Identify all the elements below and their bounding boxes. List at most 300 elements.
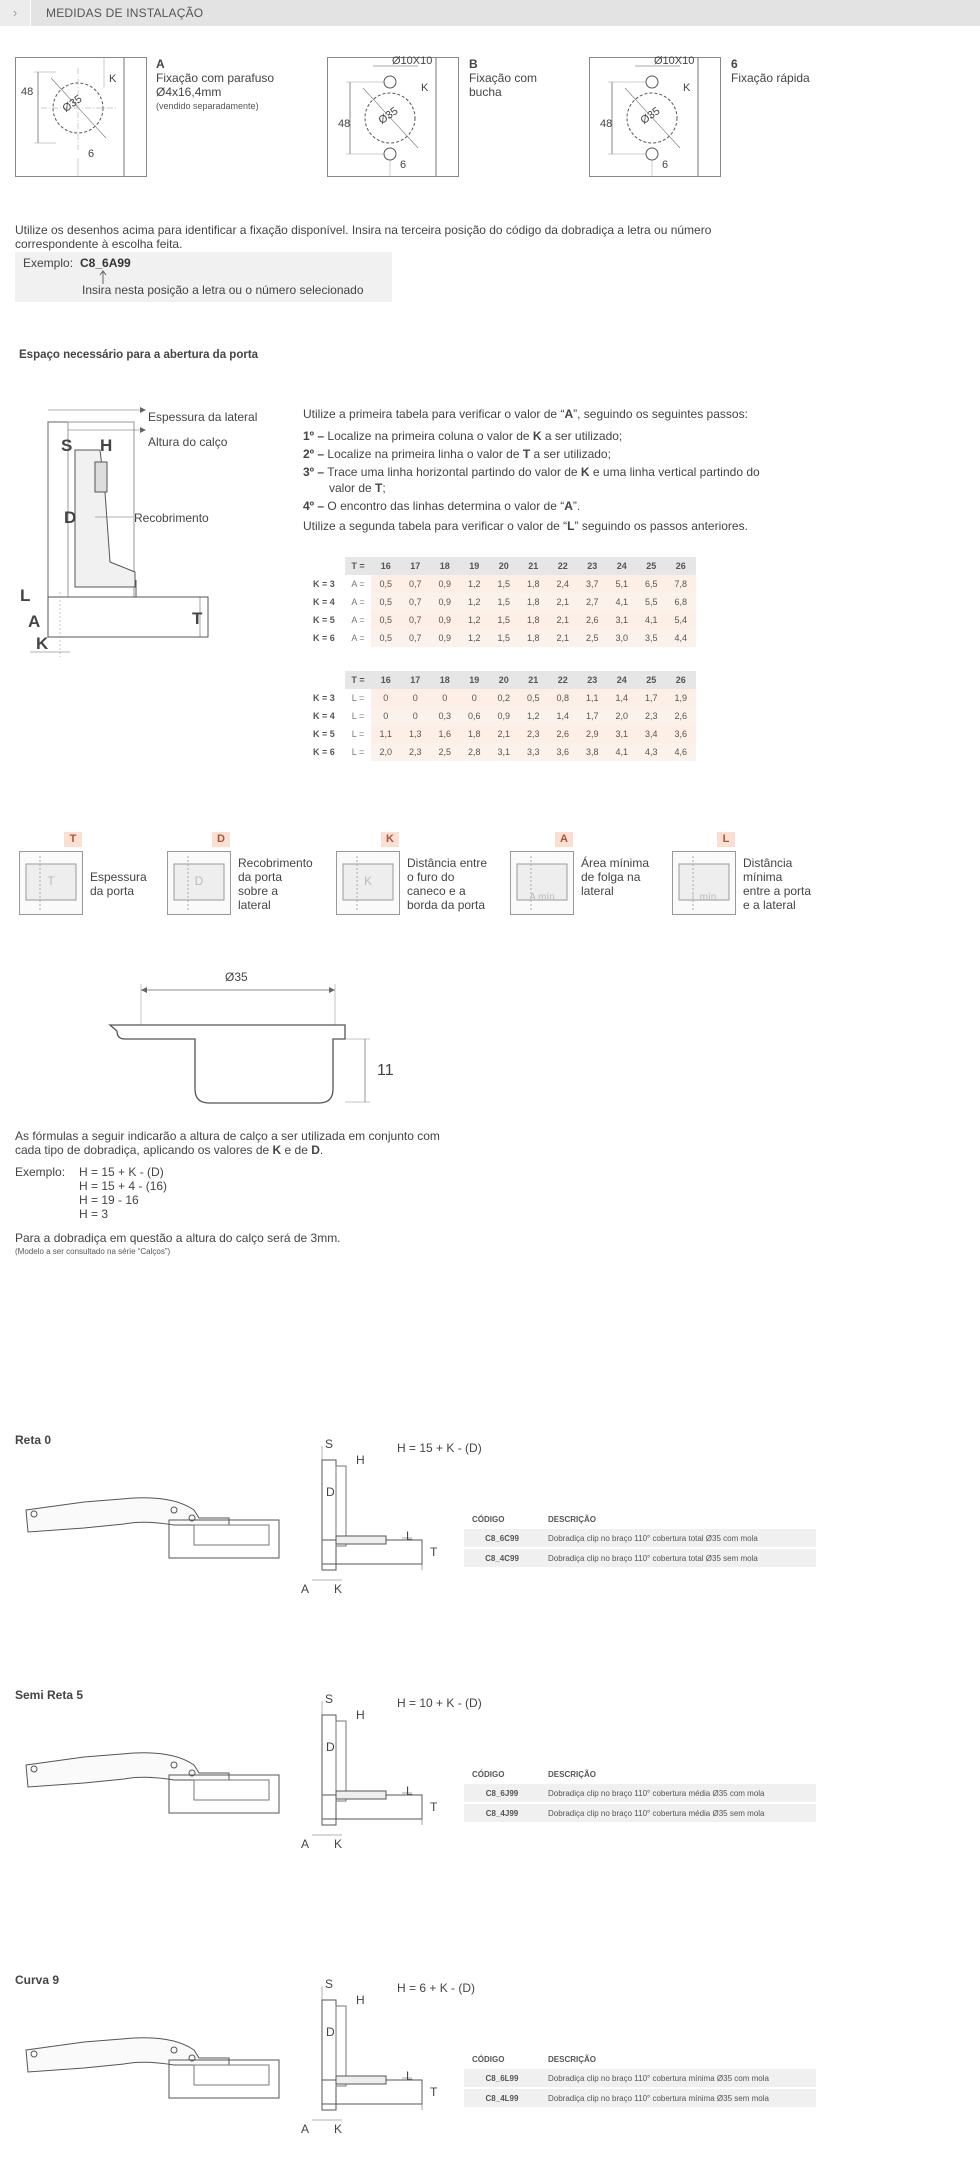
- legend-line: da porta: [238, 870, 283, 884]
- table-cell: 0,5: [519, 689, 549, 707]
- example-label: Exemplo:: [23, 256, 74, 270]
- table-row: [307, 611, 696, 629]
- column-header: 18: [430, 671, 460, 689]
- table-cell: 1,8: [460, 725, 490, 743]
- dim-6: 6: [88, 148, 95, 160]
- table-cell: 0,5: [371, 611, 401, 629]
- fixing-line1: Fixação com parafuso: [156, 71, 275, 85]
- legend-line: lateral: [581, 884, 614, 898]
- table-cell: 2,6: [548, 725, 578, 743]
- table-cell: 0: [371, 707, 401, 725]
- table-cell: 3,1: [607, 611, 637, 629]
- legend-line: da porta: [90, 884, 135, 898]
- column-header: 19: [460, 557, 490, 575]
- step-4: 4º – O encontro das linhas determina o valor de “A”.: [303, 499, 581, 513]
- intro-text: [15, 223, 795, 251]
- table-cell: 2,1: [489, 725, 519, 743]
- column-header: 23: [578, 671, 608, 689]
- table-cell: 0,5: [371, 575, 401, 593]
- dim-k: K: [421, 82, 429, 94]
- column-header: 22: [548, 671, 578, 689]
- table-cell: 3,6: [548, 743, 578, 761]
- label-h: H: [100, 436, 113, 455]
- head-desc: DESCRIÇÃO: [548, 1514, 597, 1524]
- column-header: 16: [371, 671, 401, 689]
- table-row: [307, 629, 696, 647]
- table-cell: 0: [460, 689, 490, 707]
- legend-diagram: [19, 851, 83, 915]
- row-eq: A =: [345, 629, 371, 647]
- example-box: [15, 252, 392, 302]
- table-cell: 0,7: [401, 593, 431, 611]
- table-cell: 2,0: [371, 743, 401, 761]
- legend-diagram-label: T: [47, 874, 55, 888]
- legend-line: sobre a: [238, 884, 279, 898]
- label-l: L: [406, 2069, 413, 2083]
- table-cell: 0,9: [430, 611, 460, 629]
- table-a: [307, 557, 696, 647]
- product-code: C8_6J99: [464, 1783, 540, 1803]
- table-cell: 2,1: [548, 611, 578, 629]
- product-desc: Dobradiça clip no braço 110° cobertura total Ø35 sem mola: [540, 1548, 816, 1567]
- table-cell: 4,1: [607, 593, 637, 611]
- table-cell: 3,3: [519, 743, 549, 761]
- legend-diagram-label: L mín: [691, 892, 717, 903]
- section-title: MEDIDAS DE INSTALAÇÃO: [46, 6, 204, 20]
- table-cell: 2,3: [519, 725, 549, 743]
- table-cell: 2,6: [578, 611, 608, 629]
- fixing-line1: Fixação rápida: [731, 71, 810, 85]
- fixing-diagram-6: [589, 57, 721, 177]
- table-cell: 3,5: [637, 629, 667, 647]
- table-cell: 2,3: [637, 707, 667, 725]
- hinge-formula: H = 15 + K - (D): [397, 1441, 482, 1455]
- column-header: 20: [489, 557, 519, 575]
- table-cell: 0,3: [430, 707, 460, 725]
- table-cell: 0,7: [401, 575, 431, 593]
- table-cell: 1,2: [460, 593, 490, 611]
- table-cell: 1,5: [489, 575, 519, 593]
- table-cell: 0,5: [371, 593, 401, 611]
- dim-k: K: [683, 82, 691, 94]
- table-cell: 4,1: [637, 611, 667, 629]
- label-t: T: [430, 1545, 438, 1559]
- table-cell: 1,3: [401, 725, 431, 743]
- label-s: S: [325, 1977, 334, 1991]
- table-cell: 0,9: [430, 593, 460, 611]
- table-cell: 3,4: [637, 725, 667, 743]
- label-a: A: [28, 612, 41, 631]
- legend-line: Espessura: [90, 870, 147, 884]
- example-line: H = 3: [79, 1207, 109, 1221]
- table-cell: 2,5: [430, 743, 460, 761]
- fixing-line1: Fixação com: [469, 71, 538, 85]
- dim-6: 6: [662, 159, 669, 171]
- t-label: T =: [345, 557, 371, 575]
- table-cell: 0,9: [430, 575, 460, 593]
- product-code: C8_4J99: [464, 1803, 540, 1822]
- table-cell: 1,7: [637, 689, 667, 707]
- hinge-formula: H = 10 + K - (D): [397, 1696, 482, 1710]
- label-k: K: [334, 2122, 343, 2136]
- table-cell: 0: [401, 707, 431, 725]
- head-code: CÓDIGO: [472, 1769, 505, 1779]
- legend-tag: D: [212, 832, 230, 847]
- legend-tag: K: [381, 832, 399, 847]
- codes-table: [464, 1511, 816, 1567]
- row-label: K = 5: [307, 611, 345, 629]
- product-code: C8_6L99: [464, 2068, 540, 2088]
- label-k: K: [36, 634, 49, 653]
- table-cell: 2,8: [460, 743, 490, 761]
- label-a: A: [301, 1837, 310, 1851]
- column-header: 21: [519, 671, 549, 689]
- legend-line: de folga na: [581, 870, 641, 884]
- column-header: 26: [666, 557, 696, 575]
- row-eq: L =: [345, 743, 371, 761]
- table-cell: 3,1: [607, 725, 637, 743]
- label-h: H: [356, 1993, 365, 2007]
- label-k: K: [334, 1582, 343, 1596]
- fixing-letter: A: [156, 57, 165, 71]
- table-cell: 1,1: [371, 725, 401, 743]
- column-header: 24: [607, 671, 637, 689]
- example-line: H = 19 - 16: [79, 1193, 139, 1207]
- label-l: L: [20, 586, 31, 605]
- table-row: [307, 575, 696, 593]
- table-cell: 4,4: [666, 629, 696, 647]
- table-cell: 3,1: [489, 743, 519, 761]
- row-eq: A =: [345, 575, 371, 593]
- row-label: K = 4: [307, 707, 345, 725]
- table-cell: 1,2: [519, 707, 549, 725]
- dim-d35: Ø35: [60, 93, 85, 115]
- legend-diagram: [510, 851, 574, 915]
- product-code: C8_4C99: [464, 1548, 540, 1567]
- product-desc: Dobradiça clip no braço 110° cobertura média Ø35 com mola: [540, 1783, 816, 1803]
- legend-line: Distância entre: [407, 856, 488, 870]
- cup-height: 11: [377, 1062, 394, 1079]
- row-label: K = 3: [307, 575, 345, 593]
- step-outro: Utilize a segunda tabela para verificar o valor de “L” seguindo os passos anteriores.: [303, 519, 748, 533]
- table-cell: 0,9: [489, 707, 519, 725]
- fixing-line2: bucha: [469, 85, 502, 99]
- legend-diagram: [167, 851, 231, 915]
- table-cell: 0,7: [401, 611, 431, 629]
- head-code: CÓDIGO: [472, 1514, 505, 1524]
- table-cell: 6,8: [666, 593, 696, 611]
- legend-tag: T: [64, 832, 82, 847]
- table-cell: 0,6: [460, 707, 490, 725]
- label-s: S: [325, 1437, 334, 1451]
- label-l: L: [406, 1529, 413, 1543]
- dim-d35: Ø35: [638, 105, 663, 127]
- row-label: K = 6: [307, 743, 345, 761]
- legend-diagram-label: K: [363, 874, 372, 888]
- table-cell: 5,1: [607, 575, 637, 593]
- legend: [0, 832, 980, 947]
- column-header: 17: [401, 671, 431, 689]
- label-d: D: [64, 508, 77, 527]
- legend-diagram: [336, 851, 400, 915]
- legend-text: [743, 856, 811, 912]
- fixing-diagram-b: [327, 57, 459, 177]
- table-cell: 3,8: [578, 743, 608, 761]
- legend-tag: L: [717, 832, 735, 847]
- table-cell: 1,5: [489, 629, 519, 647]
- dim-6: 6: [400, 159, 407, 171]
- hinge-section: [0, 1425, 980, 1625]
- label-d: D: [326, 2025, 335, 2039]
- table-cell: 0,8: [548, 689, 578, 707]
- table-row: [464, 2068, 816, 2088]
- formulas-text: [15, 1129, 535, 1259]
- table-cell: 6,5: [637, 575, 667, 593]
- codes-table: [464, 2051, 816, 2107]
- table-row: [307, 707, 696, 725]
- table-row: [464, 2088, 816, 2107]
- table-row: [307, 725, 696, 743]
- hinge-section-title: Semi Reta 5: [15, 1688, 84, 1702]
- column-header: 18: [430, 557, 460, 575]
- table-cell: 1,8: [519, 629, 549, 647]
- table-row: [464, 1528, 816, 1548]
- dim-d35: Ø35: [376, 105, 401, 127]
- label-s: S: [61, 436, 73, 455]
- table-cell: 0: [430, 689, 460, 707]
- table-l: [307, 671, 696, 761]
- label-calco: Altura do calço: [148, 435, 228, 449]
- legend-diagram-label: D: [194, 874, 204, 888]
- row-label: K = 6: [307, 629, 345, 647]
- formulas-line1: As fórmulas a seguir indicarão a altura de calço a ser utilizada em conjunto com: [15, 1129, 440, 1143]
- head-code: CÓDIGO: [472, 2054, 505, 2064]
- row-eq: A =: [345, 593, 371, 611]
- legend-line: Distância: [743, 856, 793, 870]
- table-cell: 1,1: [578, 689, 608, 707]
- table-cell: 2,0: [607, 707, 637, 725]
- table-row: [307, 593, 696, 611]
- table-cell: 0,2: [489, 689, 519, 707]
- dim-k: K: [109, 73, 117, 85]
- dim-48: 48: [21, 86, 34, 98]
- legend-tag: A: [555, 832, 573, 847]
- row-label: K = 3: [307, 689, 345, 707]
- hinge-section: [0, 1680, 980, 1880]
- row-label: K = 5: [307, 725, 345, 743]
- fixing-caption-a: [156, 57, 274, 113]
- formulas-note: (Modelo a ser consultado na série “Calços”): [15, 1247, 171, 1256]
- legend-line: Área mínima: [581, 856, 650, 870]
- cup-diagram: [105, 970, 405, 1110]
- column-header: 25: [637, 671, 667, 689]
- intro-line1: Utilize os desenhos acima para identificar a fixação disponível. Insira na terceira posição do código da dobradiça a letra ou número: [15, 223, 712, 237]
- column-header: 21: [519, 557, 549, 575]
- table-cell: 3,6: [666, 725, 696, 743]
- table-cell: 2,9: [578, 725, 608, 743]
- head-desc: DESCRIÇÃO: [548, 2054, 597, 2064]
- hinge-section-title: Reta 0: [15, 1433, 52, 1447]
- column-header: 23: [578, 557, 608, 575]
- example-line: H = 15 + K - (D): [79, 1165, 164, 1179]
- table-row: [307, 689, 696, 707]
- label-t: T: [430, 1800, 438, 1814]
- example-line: H = 15 + 4 - (16): [79, 1179, 168, 1193]
- table-cell: 5,4: [666, 611, 696, 629]
- table-cell: 1,5: [489, 611, 519, 629]
- formulas-line2: cada tipo de dobradiça, aplicando os valores de K e de D.: [15, 1143, 324, 1157]
- step-2: 2º – Localize na primeira linha o valor de T a ser utilizado;: [303, 447, 611, 461]
- step-intro: Utilize a primeira tabela para verificar o valor de “A”, seguindo os seguintes passos:: [303, 407, 748, 421]
- product-code: C8_6C99: [464, 1528, 540, 1548]
- cup-diameter: Ø35: [225, 970, 248, 984]
- table-cell: 1,8: [519, 575, 549, 593]
- legend-text: [581, 856, 649, 898]
- legend-line: mínima: [743, 870, 783, 884]
- legend-text: [407, 856, 487, 912]
- t-label: T =: [345, 671, 371, 689]
- table-cell: 1,6: [430, 725, 460, 743]
- product-code: C8_4L99: [464, 2088, 540, 2107]
- dim-hole: Ø10X10: [392, 55, 433, 67]
- table-cell: 1,2: [460, 575, 490, 593]
- table-cell: 2,6: [666, 707, 696, 725]
- table-cell: 1,5: [489, 593, 519, 611]
- dim-48: 48: [338, 118, 351, 130]
- dim-48: 48: [600, 118, 613, 130]
- step-3: 3º – Trace uma linha horizontal partindo do valor de K e uma linha vertical partindo do valor de T;: [303, 465, 760, 495]
- hinge-formula: H = 6 + K - (D): [397, 1981, 476, 1995]
- label-h: H: [356, 1708, 365, 1722]
- legend-line: e a lateral: [743, 898, 796, 912]
- intro-line2: correspondente à escolha feita.: [15, 237, 183, 251]
- row-eq: L =: [345, 725, 371, 743]
- legend-line: lateral: [238, 898, 271, 912]
- legend-line: o furo do: [407, 870, 455, 884]
- table-cell: 2,3: [401, 743, 431, 761]
- fixing-letter: B: [469, 57, 478, 71]
- codes-table: [464, 1766, 816, 1822]
- example-label: Exemplo:: [15, 1165, 66, 1179]
- row-eq: L =: [345, 707, 371, 725]
- table-cell: 3,0: [607, 629, 637, 647]
- row-eq: A =: [345, 611, 371, 629]
- table-cell: 2,1: [548, 593, 578, 611]
- product-desc: Dobradiça clip no braço 110° cobertura mínima Ø35 com mola: [540, 2068, 816, 2088]
- column-header: 17: [401, 557, 431, 575]
- label-k: K: [334, 1837, 343, 1851]
- table-cell: 1,8: [519, 593, 549, 611]
- table-cell: 4,6: [666, 743, 696, 761]
- column-header: 24: [607, 557, 637, 575]
- label-h: H: [356, 1453, 365, 1467]
- table-cell: 1,2: [460, 629, 490, 647]
- product-desc: Dobradiça clip no braço 110° cobertura mínima Ø35 sem mola: [540, 2088, 816, 2107]
- fixing-line2: Ø4x16,4mm: [156, 85, 222, 99]
- label-s: S: [325, 1692, 334, 1706]
- table-cell: 1,8: [519, 611, 549, 629]
- door-diagram: [20, 402, 280, 662]
- table-row: [464, 1803, 816, 1822]
- row-label: K = 4: [307, 593, 345, 611]
- product-desc: Dobradiça clip no braço 110° cobertura total Ø35 com mola: [540, 1528, 816, 1548]
- table-cell: 0: [401, 689, 431, 707]
- dim-hole: Ø10X10: [654, 55, 695, 67]
- table-cell: 2,4: [548, 575, 578, 593]
- label-t: T: [430, 2085, 438, 2099]
- head-desc: DESCRIÇÃO: [548, 1769, 597, 1779]
- label-l: L: [406, 1784, 413, 1798]
- label-lateral: Espessura da lateral: [148, 410, 258, 424]
- table-cell: 0: [371, 689, 401, 707]
- legend-diagram: [672, 851, 736, 915]
- label-a: A: [301, 1582, 310, 1596]
- legend-line: caneco e a: [407, 884, 466, 898]
- label-d: D: [326, 1485, 335, 1499]
- column-header: 22: [548, 557, 578, 575]
- row-eq: L =: [345, 689, 371, 707]
- table-cell: 1,2: [460, 611, 490, 629]
- table-cell: 0,5: [371, 629, 401, 647]
- table-cell: 1,4: [548, 707, 578, 725]
- table-cell: 1,4: [607, 689, 637, 707]
- hinge-section: [0, 1965, 980, 2165]
- fixing-note: (vendido separadamente): [156, 101, 259, 111]
- column-header: 20: [489, 671, 519, 689]
- table-cell: 2,1: [548, 629, 578, 647]
- hinge-section-title: Curva 9: [15, 1973, 60, 1987]
- formulas-result: Para a dobradiça em questão a altura do calço será de 3mm.: [15, 1231, 341, 1245]
- column-header: 16: [371, 557, 401, 575]
- table-cell: 0,7: [401, 629, 431, 647]
- legend-diagram-label: A mín: [529, 892, 555, 903]
- label-recobrimento: Recobrimento: [134, 511, 209, 525]
- table-cell: 2,7: [578, 593, 608, 611]
- table-cell: 4,1: [607, 743, 637, 761]
- door-section-title: Espaço necessário para a abertura da porta: [19, 349, 259, 361]
- table-row: [464, 1548, 816, 1567]
- table-row: [464, 1783, 816, 1803]
- table-cell: 4,3: [637, 743, 667, 761]
- table-cell: 2,5: [578, 629, 608, 647]
- formulas-example: [15, 1165, 535, 1223]
- product-desc: Dobradiça clip no braço 110° cobertura média Ø35 sem mola: [540, 1803, 816, 1822]
- table-cell: 5,5: [637, 593, 667, 611]
- legend-line: borda da porta: [407, 898, 486, 912]
- step-1: 1º – Localize na primeira coluna o valor de K a ser utilizado;: [303, 429, 623, 443]
- chevron-right-icon[interactable]: ›: [0, 0, 31, 26]
- fixing-caption-b: [469, 57, 537, 99]
- legend-line: entre a porta: [743, 884, 812, 898]
- legend-line: Recobrimento: [238, 856, 313, 870]
- table-row: [307, 743, 696, 761]
- fixing-diagram-a: [15, 57, 147, 177]
- fixing-letter: 6: [731, 57, 738, 71]
- table-cell: 1,9: [666, 689, 696, 707]
- table-cell: 7,8: [666, 575, 696, 593]
- column-header: 19: [460, 671, 490, 689]
- table-cell: 3,7: [578, 575, 608, 593]
- example-note: Insira nesta posição a letra ou o número selecionado: [82, 283, 364, 297]
- section-header: [0, 0, 980, 26]
- table-cell: 0,9: [430, 629, 460, 647]
- label-a: A: [301, 2122, 310, 2136]
- table-cell: 1,7: [578, 707, 608, 725]
- fixing-caption-6: [731, 57, 810, 85]
- example-code: C8_6A99: [80, 256, 131, 270]
- label-d: D: [326, 1740, 335, 1754]
- label-t: T: [192, 609, 203, 628]
